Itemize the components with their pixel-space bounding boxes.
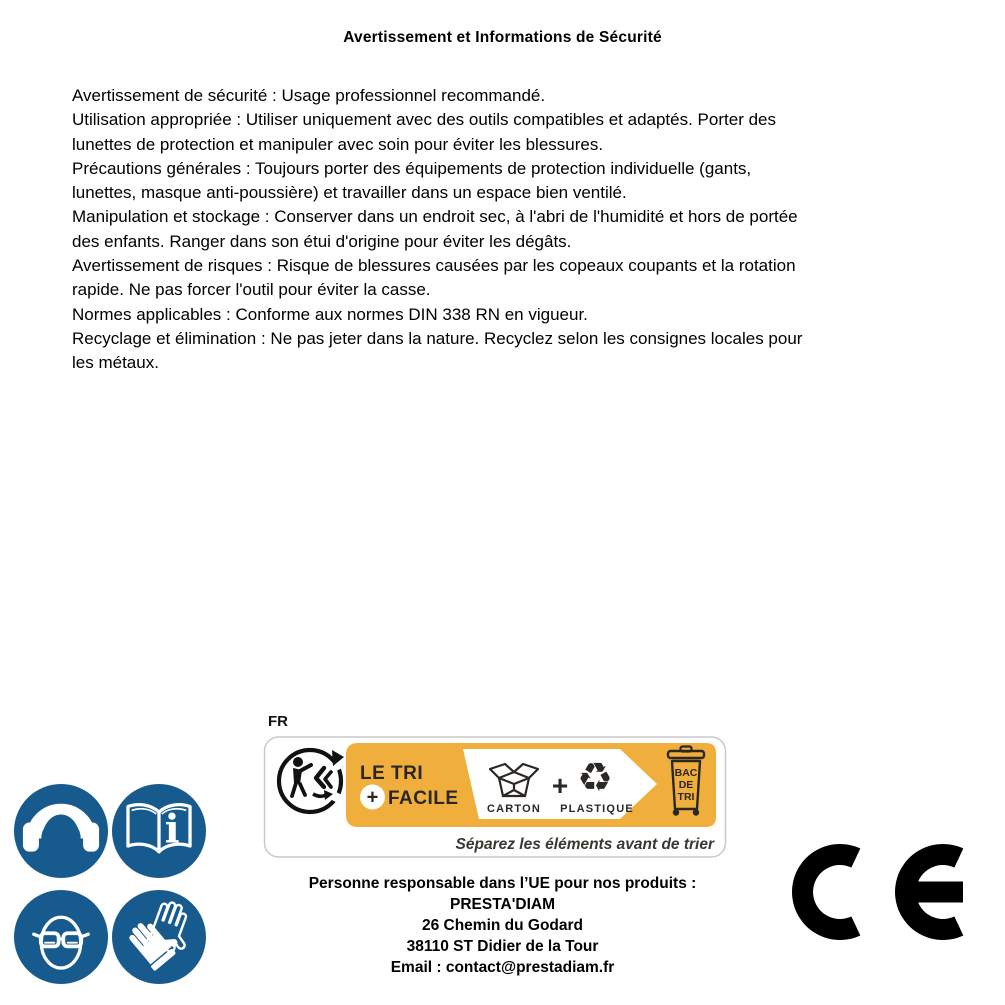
safety-text-line: lunettes, masque anti-poussière) et travailler dans un espace bien ventilé. — [72, 183, 627, 203]
safety-text-block — [72, 84, 972, 376]
responsible-person-block — [309, 873, 697, 978]
bin-label-line: TRI — [677, 791, 695, 803]
safety-text-line: des enfants. Ranger dans son étui d'origine pour éviter les dégâts. — [72, 231, 572, 251]
country-code-label: FR — [268, 713, 288, 730]
svg-text:i: i — [164, 806, 180, 853]
page-title: Avertissement et Informations de Sécurité — [343, 29, 662, 46]
bin-label-line: BAC — [674, 767, 698, 779]
material-2-label: PLASTIQUE — [560, 803, 634, 815]
wear-eye-protection-icon — [14, 890, 108, 984]
material-1-label: CARTON — [486, 803, 542, 815]
safety-text-line: Recyclage et élimination : Ne pas jeter dans la nature. Recyclez selon les consignes locales pour — [72, 328, 803, 348]
headline-bottom: FACILE — [388, 788, 459, 809]
material-separator: + — [551, 770, 569, 801]
safety-text-line: Utilisation appropriée : Utiliser uniquement avec des outils compatibles et adaptés. Porter des — [72, 110, 776, 130]
wear-ear-protection-icon — [14, 784, 108, 878]
headline-top: LE TRI — [360, 763, 424, 784]
responsible-line: Personne responsable dans l’UE pour nos produits : — [308, 875, 697, 892]
safety-pictograms — [14, 784, 208, 986]
safety-text-line: Avertissement de risques : Risque de blessures causées par les copeaux coupants et la rotation — [72, 256, 796, 276]
email-line: Email : contact@prestadiam.fr — [390, 959, 615, 976]
safety-text-line: Précautions générales : Toujours porter des équipements de protection individuelle (gants, — [72, 158, 752, 178]
address-line: 38110 ST Didier de la Tour — [406, 938, 599, 955]
recycling-symbol-icon: ♻ — [577, 755, 613, 801]
safety-text-line: Avertissement de sécurité : Usage professionnel recommandé. — [72, 86, 546, 105]
bin-label-line: DE — [678, 779, 694, 791]
plus-badge: + — [366, 786, 379, 809]
wear-protective-gloves-icon — [112, 890, 206, 984]
safety-text-line: Normes applicables : Conforme aux normes DIN 338 RN en vigueur. — [72, 304, 588, 324]
sorting-instruction: Séparez les éléments avant de trier — [455, 836, 714, 853]
safety-text-line: les métaux. — [72, 353, 159, 373]
safety-text-line: lunettes de protection et manipuler avec soin pour éviter les blessures. — [72, 134, 604, 154]
company-name: PRESTA'DIAM — [449, 896, 555, 913]
address-line: 26 Chemin du Godard — [421, 917, 584, 934]
read-manual-icon — [112, 784, 206, 878]
safety-text-line: rapide. Ne pas forcer l'outil pour éviter la casse. — [72, 280, 431, 300]
recycling-sorting-label — [263, 705, 728, 860]
ce-marking — [792, 841, 992, 945]
safety-text-line: Manipulation et stockage : Conserver dans un endroit sec, à l'abri de l'humidité et hors de portée — [72, 207, 798, 227]
